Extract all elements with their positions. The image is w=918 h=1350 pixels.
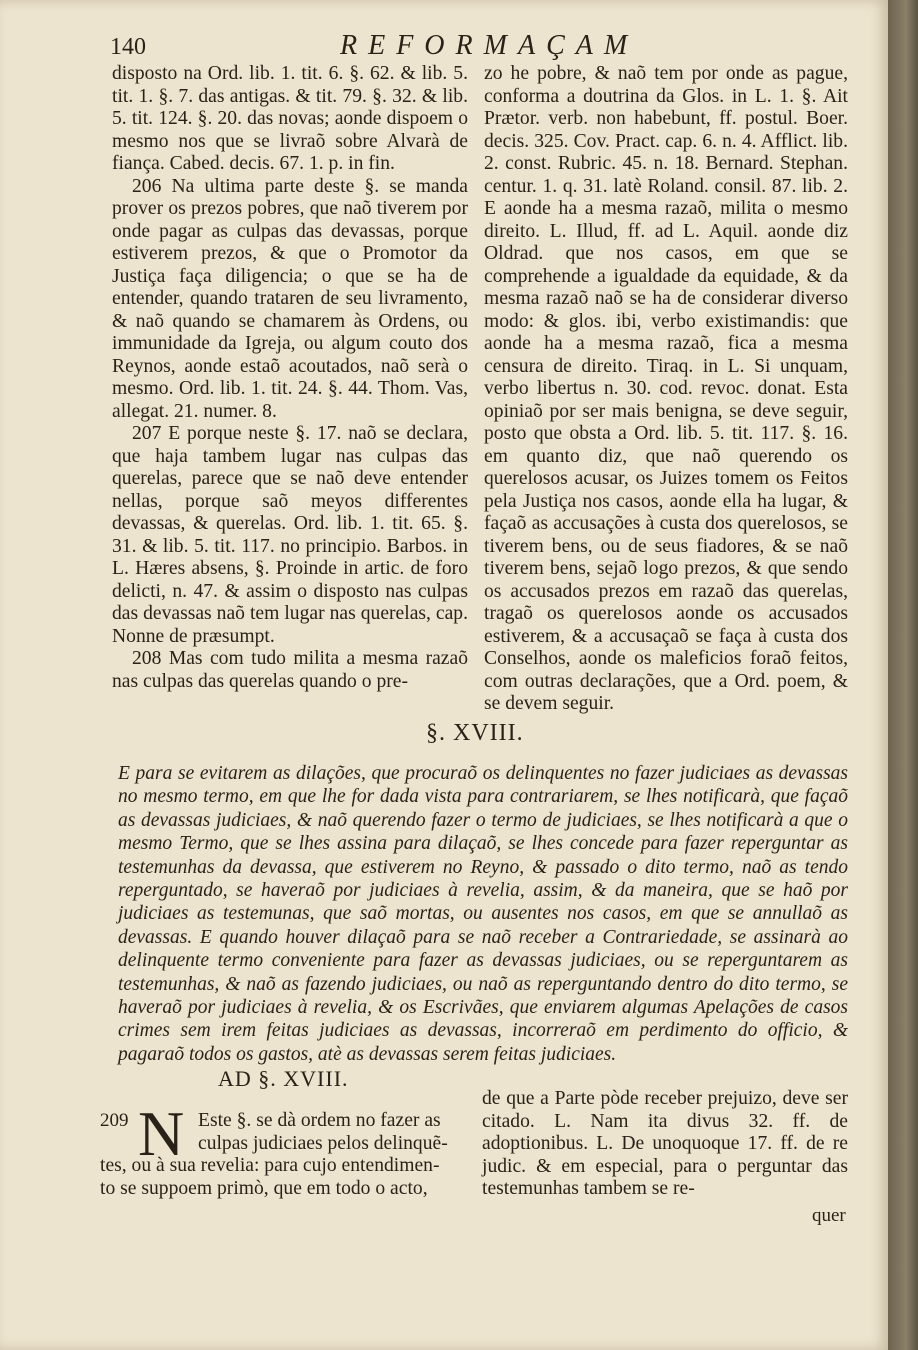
page-header [110,30,850,66]
ad-section-heading: AD §. XVIII. [218,1066,349,1091]
text-line: to se suppoem primò, que em todo o acto, [100,1177,428,1199]
running-head: REFORMAÇAM [340,30,639,61]
section-title: §. XVIII. [426,720,524,746]
section-xviii-text: E para se evitarem as dilações, que procuraõ os delinquentes no fazer judiciaes as devassas no mesmo termo, em que lhe for dada vista para contrariarem, se lhes notificarà, que façaõ as devassas judiciaes, & naõ querendo fazer o termo de judiciaes, se lhes notificarà a que o mesmo Termo, que se lhes assina para dilaçaõ, se lhes concede para fazer reperguntar as testemunhas da devassa, que estiverem no Reyno, & passado o dito termo, naõ as tendo reperguntado, se haveraõ por judiciaes à revelia, assim, & da maneira, que se haõ por judiciaes as testemunas, que saõ mortas, ou ausentes nos casos, em que se annullaõ as devassas. E quando houver dilaçaõ para se naõ receber a Contrariedade, se assinarà ao delinquente termo conveniente para fazer as devassas judiciaes, ou se reperguntarem as testemunhas, & naõ as fazendo judiciaes, ou naõ as reperguntando dentro do dito termo, se haveraõ por judiciaes à revelia, & os Escrivães, que enviarem algumas Apelações de casos crimes sem irem feitas judiciaes as devassas, incorreraõ em perdimento do officio, & pagaraõ todos os gastos, atè as devassas serem feitas judiciaes. [118,763,848,1065]
paragraph-continuation: disposto na Ord. lib. 1. tit. 6. §. 62. & lib. 5. tit. 1. §. 7. das antigas. & tit. 79. §. 32. & lib. 5. tit. 124. §. 20. das novas; aonde dispoem o mesmo nos que se livraõ sobre Alvarà de fiança. Cabed. decis. 67. 1. p. in fin. [112,63,468,174]
paragraph-208: 208 Mas com tudo milita a mesma razaõ nas culpas das querelas quando o pre- [112,648,468,692]
text-line: culpas judiciaes pelos delinquẽ- [198,1132,448,1154]
paragraph-number: 209 [100,1110,129,1131]
paragraph-209-left [100,1098,470,1200]
page-edge [888,0,918,1350]
catchword: quer [812,1205,846,1226]
left-column [112,63,468,693]
page-number: 140 [110,34,146,60]
right-column [484,63,848,716]
paragraph-208-continued: zo he pobre, & naõ tem por onde as pague, conforma a doutrina da Glos. in L. 1. §. Ait Prætor. verb. non habebunt, ff. postul. Boer. decis. 325. Cov. Pract. cap. 6. n. 4. Afflict. lib. 2. const. Rubric. 45. n. 18. Bernard. Stephan. centur. 1. q. 31. latè Roland. consil. 87. lib. 2. E aonde ha a mesma razaõ, milita o mesmo direito. L. Illud, ff. ad L. Aquil. aonde diz Oldrad. que nos casos, em que se comprehende a igualdade da equidade, & da mesma razaõ naõ se ha de considerar diverso modo: & glos. ibi, verbo existimandis: que aonde ha a mesma razaõ, fica a mesma censura de direito. Tiraq. in L. Si unquam, verbo libertus n. 30. cod. revoc. donat. Esta opiniaõ por ser mais benigna, se deve seguir, posto que obsta a Ord. lib. 5. tit. 117. §. 16. em quanto diz, que naõ querendo os querelosos acusar, os Juizes tomem os Feitos pela Justiça nos casos, aonde ella ha lugar, & façaõ as accusações à custa dos querelosos, se tiverem bens, ou de seus fiadores, & se naõ tiverem bens, sejaõ logo prezos, & que sendo os accusados prezos em razaõ das querelas, tragaõ os querelosos aonde os accusados estiverem, & a accusaçaõ se faça à custa dos Conselhos, aonde os maleficios foraõ feitos, com outras declarações, que a Ord. poem, & se devem seguir. [484,63,848,714]
paragraph-207: 207 E porque neste §. 17. naõ se declara, que haja tambem lugar nas culpas das querelas, parece que se naõ deve entender nellas, porque saõ meyos differentes devassas, & querelas. Ord. lib. 1. tit. 65. §. 31. & lib. 5. tit. 117. no principio. Barbos. in L. Hæres absens, §. Proinde in artic. de foro delicti, n. 47. & assim o disposto nas culpas das devassas naõ tem lugar nas querelas, cap. Nonne de præsumpt. [112,423,468,647]
paragraph-209-right: de que a Parte pòde receber prejuizo, deve ser citado. L. Nam ita divus 32. ff. de adoptionibus. L. De unoquoque 17. ff. de re judic. & em especial, para o perguntar das testemunhas tambem se re- [482,1088,848,1199]
drop-cap: N [138,1098,185,1169]
text-line: Este §. se dà ordem no fazer as [198,1110,441,1131]
text-line: tes, ou à sua revelia: para cujo entendimen- [100,1155,440,1176]
paragraph-206: 206 Na ultima parte deste §. se manda prover os prezos pobres, que naõ tiverem por onde pagar as culpas das devassas, porque estiverem prezos, & que o Promotor da Justiça faça diligencia; o que se ha de entender, quando trataren de seu livramento, & naõ quando se chamarem às Ordens, ou immunidade da Igreja, ou algum couto dos Reynos, aonde estaõ acoutados, naõ serà o mesmo. Ord. lib. 1. tit. 24. §. 44. Thom. Vas, allegat. 21. numer. 8. [112,175,468,422]
